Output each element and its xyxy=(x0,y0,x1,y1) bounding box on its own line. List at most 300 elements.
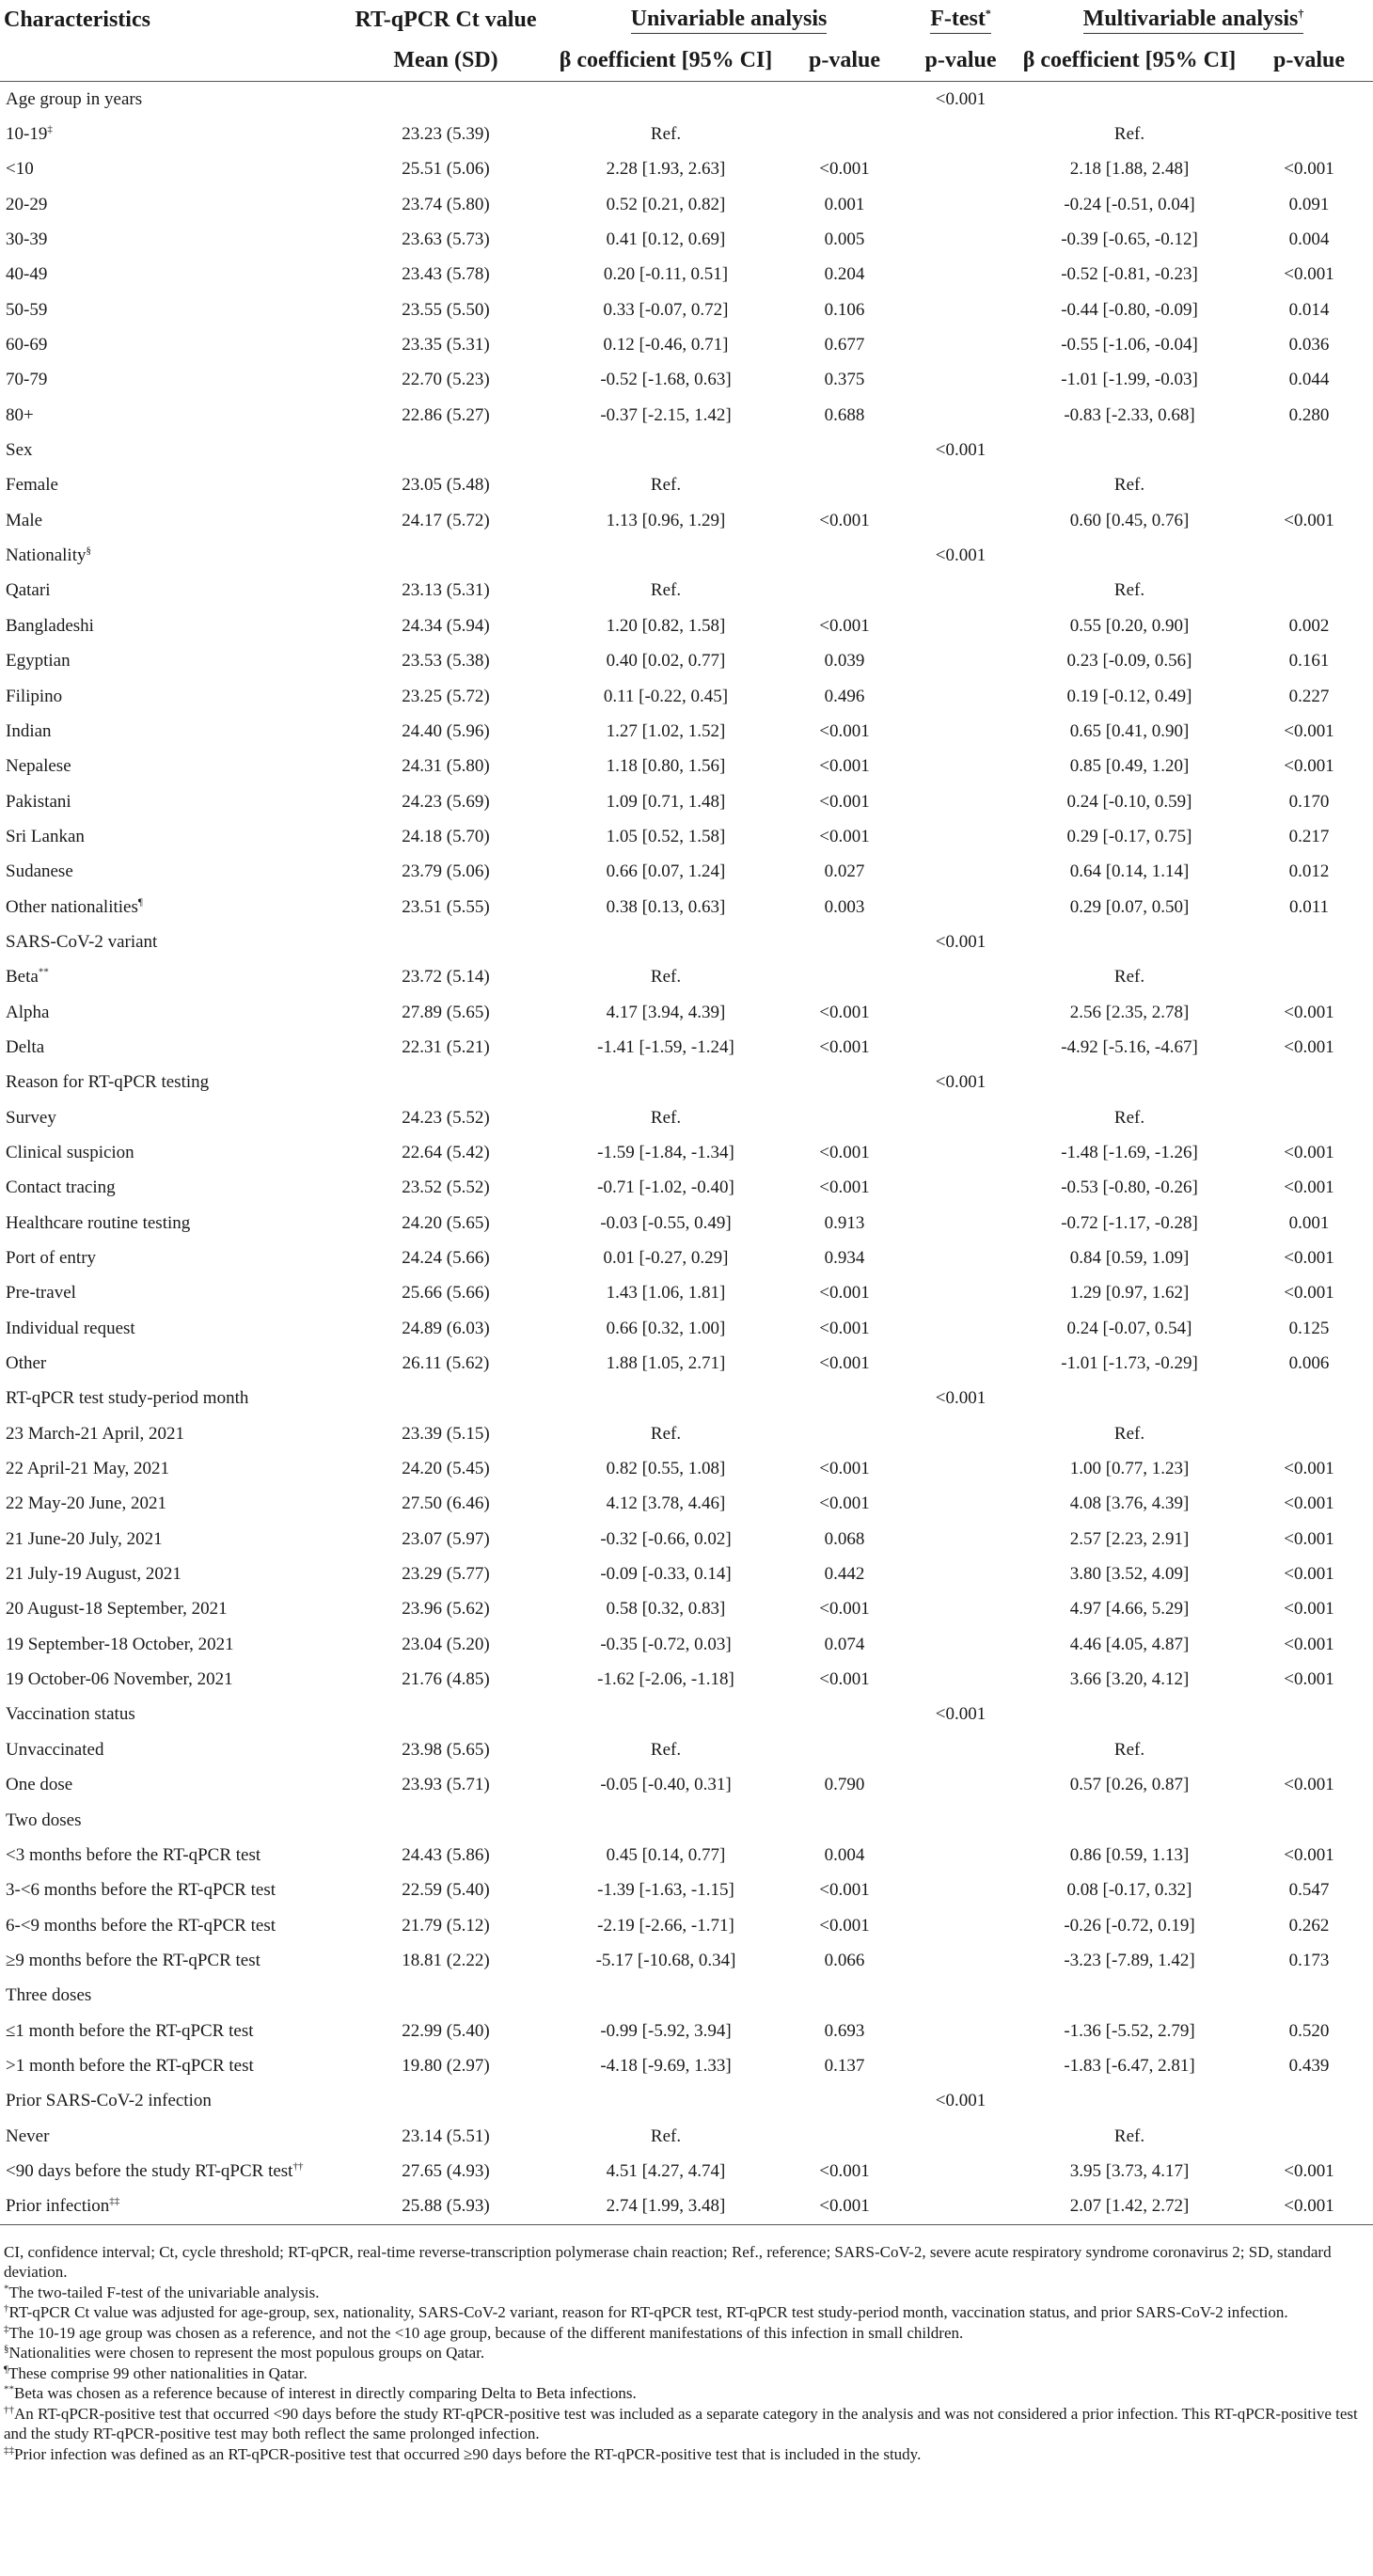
pvalue-univariable-cell xyxy=(781,2084,907,2119)
pvalue-univariable-cell: 0.068 xyxy=(824,1528,865,1549)
pvalue-univariable-cell xyxy=(781,117,907,151)
pvalue-ftest-subheader: p-value xyxy=(924,48,997,72)
pvalue-multivariable-cell xyxy=(1245,468,1373,503)
ftest-pvalue-cell xyxy=(907,1908,1014,1943)
footnote-mark: ¶ xyxy=(137,896,143,909)
beta-multivariable-cell: 2.57 [2.23, 2.91] xyxy=(1069,1528,1190,1549)
beta-multivariable-cell: 4.08 [3.76, 4.39] xyxy=(1069,1493,1190,1514)
ftest-pvalue-cell xyxy=(907,1311,1014,1346)
mean-sd-cell: 26.11 (5.62) xyxy=(402,1353,490,1374)
table-row xyxy=(0,1592,1373,1627)
pvalue-univariable-cell xyxy=(781,925,907,959)
beta-univariable-cell: Ref. xyxy=(650,580,682,601)
table-row xyxy=(0,925,1373,959)
ftest-pvalue-cell xyxy=(907,1276,1014,1311)
row-label: Qatari xyxy=(6,580,51,601)
beta-univariable-cell: -5.17 [-10.68, 0.34] xyxy=(595,1950,736,1970)
pvalue-multivariable-cell: <0.001 xyxy=(1284,2160,1334,2181)
ftest-pvalue-cell xyxy=(907,1171,1014,1206)
ftest-header: F-test* xyxy=(907,0,1014,40)
ftest-pvalue-cell xyxy=(907,222,1014,257)
ftest-pvalue-cell: <0.001 xyxy=(935,88,986,109)
beta-multivariable-cell: Ref. xyxy=(1113,967,1145,988)
beta-univariable-cell: 0.38 [0.13, 0.63] xyxy=(606,896,726,917)
pvalue-univariable-cell: <0.001 xyxy=(819,1915,870,1936)
table-row xyxy=(0,2119,1373,2154)
pvalue-univariable-cell: 0.913 xyxy=(824,1212,865,1233)
ftest-pvalue-cell xyxy=(907,503,1014,538)
beta-multivariable-cell: -0.44 [-0.80, -0.09] xyxy=(1061,299,1198,320)
footnote: ¶These comprise 99 other nationalities in Qatar. xyxy=(4,2363,308,2382)
pvalue-univariable-cell: 0.442 xyxy=(824,1564,865,1585)
row-label: 19 September-18 October, 2021 xyxy=(6,1634,234,1654)
table-row xyxy=(0,538,1373,573)
pvalue-multivariable-cell: <0.001 xyxy=(1284,159,1334,180)
row-label: Contact tracing xyxy=(6,1177,116,1198)
row-label: Alpha xyxy=(6,1002,50,1022)
table-row xyxy=(0,152,1373,187)
table-row xyxy=(0,1908,1373,1943)
beta-univariable-cell: -0.32 [-0.66, 0.02] xyxy=(600,1528,732,1549)
mean-sd-cell xyxy=(341,1803,550,1838)
ftest-pvalue-cell xyxy=(907,2014,1014,2048)
ftest-pvalue-cell xyxy=(907,1979,1014,2014)
pvalue-univariable-cell: 0.001 xyxy=(824,194,865,214)
row-label: Clinical suspicion xyxy=(6,1142,134,1162)
beta-multivariable-cell: 1.29 [0.97, 1.62] xyxy=(1069,1283,1190,1304)
pvalue-univariable-cell: 0.677 xyxy=(824,335,865,356)
ftest-pvalue-cell xyxy=(907,750,1014,784)
pvalue-multivariable-cell xyxy=(1245,117,1373,151)
mean-sd-cell: 23.72 (5.14) xyxy=(402,967,490,988)
table-row xyxy=(0,1241,1373,1275)
beta-multivariable-cell: -0.26 [-0.72, 0.19] xyxy=(1064,1915,1195,1936)
pvalue-multivariable-cell: 0.014 xyxy=(1288,299,1330,320)
beta-univariable-cell: -1.39 [-1.63, -1.15] xyxy=(597,1880,734,1901)
row-label: Individual request xyxy=(6,1318,135,1338)
beta-multivariable-cell: -1.36 [-5.52, 2.79] xyxy=(1064,2020,1195,2041)
ftest-pvalue-cell: <0.001 xyxy=(935,1072,986,1093)
mean-sd-cell: 23.07 (5.97) xyxy=(402,1528,490,1549)
mean-sd-cell xyxy=(341,538,550,573)
pvalue-univariable-cell: 0.039 xyxy=(824,651,865,672)
row-label: 21 July-19 August, 2021 xyxy=(6,1564,181,1585)
beta-multivariable-cell: 0.64 [0.14, 1.14] xyxy=(1069,861,1190,882)
mean-sd-cell: 22.70 (5.23) xyxy=(402,370,490,390)
pvalue-univariable-cell: 0.204 xyxy=(824,264,865,285)
row-label: 21 June-20 July, 2021 xyxy=(6,1528,163,1549)
table-row xyxy=(0,1171,1373,1206)
ftest-pvalue-cell: <0.001 xyxy=(935,1388,986,1409)
beta-multivariable-cell: -3.23 [-7.89, 1.42] xyxy=(1064,1950,1195,1970)
beta-univariable-cell: 0.01 [-0.27, 0.29] xyxy=(603,1248,729,1269)
beta-univariable-cell: -1.41 [-1.59, -1.24] xyxy=(597,1036,734,1057)
beta-univariable-cell: 0.66 [0.07, 1.24] xyxy=(606,861,726,882)
row-label: Delta xyxy=(6,1036,45,1057)
ftest-pvalue-cell xyxy=(907,1030,1014,1065)
row-label: Sri Lankan xyxy=(6,826,85,846)
table-row xyxy=(0,1943,1373,1978)
pvalue-multivariable-cell: 0.002 xyxy=(1288,615,1330,636)
table-row xyxy=(0,1030,1373,1065)
beta-multivariable-cell: 3.95 [3.73, 4.17] xyxy=(1069,2160,1190,2181)
table-row xyxy=(0,1135,1373,1170)
beta-multivariable-cell: 0.57 [0.26, 0.87] xyxy=(1069,1775,1190,1795)
row-label: Male xyxy=(6,510,43,530)
mean-sd-cell: 23.52 (5.52) xyxy=(402,1177,490,1198)
beta-univariable-cell: -0.37 [-2.15, 1.42] xyxy=(600,404,732,425)
pvalue-univariable-cell xyxy=(781,2119,907,2154)
mean-sd-cell: 24.23 (5.69) xyxy=(402,791,490,812)
mean-sd-cell: 24.23 (5.52) xyxy=(402,1107,490,1128)
row-label: 60-69 xyxy=(6,335,48,356)
mean-sd-cell: 27.65 (4.93) xyxy=(402,2160,490,2181)
mean-sd-cell: 18.81 (2.22) xyxy=(402,1950,490,1970)
beta-univariable-cell: 1.09 [0.71, 1.48] xyxy=(606,791,726,812)
beta-multivariable-cell: -1.48 [-1.69, -1.26] xyxy=(1061,1142,1198,1162)
beta-univariable-cell: Ref. xyxy=(650,124,682,145)
mean-sd-cell: 21.76 (4.85) xyxy=(402,1669,490,1690)
beta-univariable-cell: Ref. xyxy=(650,1107,682,1128)
beta-multivariable-cell: 0.24 [-0.07, 0.54] xyxy=(1066,1318,1192,1338)
mean-sd-cell: 21.79 (5.12) xyxy=(402,1915,490,1936)
beta-multivariable-cell: 4.97 [4.66, 5.29] xyxy=(1069,1599,1190,1620)
ftest-pvalue-cell: <0.001 xyxy=(935,545,986,566)
table-row xyxy=(0,890,1373,925)
pvalue-multivariable-cell: <0.001 xyxy=(1284,1248,1334,1269)
row-label: 6-<9 months before the RT-qPCR test xyxy=(6,1915,276,1936)
beta-univariable-cell: -1.62 [-2.06, -1.18] xyxy=(597,1669,734,1690)
footnote: *The two-tailed F-test of the univariable analysis. xyxy=(4,2283,320,2301)
pvalue-univariable-cell: <0.001 xyxy=(819,1459,870,1479)
pvalue-univariable-cell: <0.001 xyxy=(819,720,870,741)
row-label: 20-29 xyxy=(6,194,48,214)
footnote-mark: § xyxy=(86,545,91,557)
pvalue-multivariable-cell xyxy=(1245,2084,1373,2119)
beta-univariable-subheader: β coefficient [95% CI] xyxy=(559,48,773,72)
mean-sd-cell: 24.89 (6.03) xyxy=(402,1318,490,1338)
ftest-pvalue-cell xyxy=(907,995,1014,1030)
mean-sd-cell: 22.86 (5.27) xyxy=(402,404,490,425)
beta-univariable-cell xyxy=(550,925,781,959)
ftest-pvalue-cell xyxy=(907,1135,1014,1170)
beta-univariable-cell: 0.66 [0.32, 1.00] xyxy=(606,1318,726,1338)
pvalue-univariable-cell xyxy=(781,1979,907,2014)
pvalue-multivariable-cell: <0.001 xyxy=(1284,1493,1334,1514)
ftest-pvalue-cell xyxy=(907,819,1014,854)
table-row xyxy=(0,1662,1373,1697)
table-row xyxy=(0,1979,1373,2014)
pvalue-univariable-cell: <0.001 xyxy=(819,2196,870,2217)
row-label: Pakistani xyxy=(6,791,71,812)
beta-univariable-cell: Ref. xyxy=(650,967,682,988)
mean-sd-cell: 23.43 (5.78) xyxy=(402,264,490,285)
beta-multivariable-cell: 3.66 [3.20, 4.12] xyxy=(1069,1669,1190,1690)
beta-univariable-cell: 0.40 [0.02, 0.77] xyxy=(606,651,726,672)
beta-univariable-cell: 1.27 [1.02, 1.52] xyxy=(606,720,726,741)
pvalue-multivariable-cell xyxy=(1245,1416,1373,1451)
pvalue-multivariable-cell: <0.001 xyxy=(1284,1775,1334,1795)
blank-subheader xyxy=(0,40,341,82)
table-row xyxy=(0,574,1373,608)
pvalue-multivariable-cell xyxy=(1245,82,1373,118)
table-row xyxy=(0,433,1373,467)
beta-multivariable-cell xyxy=(1014,925,1245,959)
row-label: <10 xyxy=(6,159,34,180)
table-row xyxy=(0,1838,1373,1873)
row-label: Two doses xyxy=(6,1810,82,1830)
beta-univariable-cell xyxy=(550,538,781,573)
beta-univariable-cell: Ref. xyxy=(650,1739,682,1760)
beta-univariable-cell: -0.52 [-1.68, 0.63] xyxy=(600,370,732,390)
pvalue-multivariable-cell: 0.520 xyxy=(1288,2020,1330,2041)
table-row xyxy=(0,750,1373,784)
pvalue-univariable-cell: 0.004 xyxy=(824,1844,865,1865)
pvalue-multivariable-cell: <0.001 xyxy=(1284,1844,1334,1865)
mean-sd-cell: 23.96 (5.62) xyxy=(402,1599,490,1620)
row-label: >1 month before the RT-qPCR test xyxy=(6,2055,254,2076)
pvalue-univariable-subheader: p-value xyxy=(809,48,881,72)
pvalue-multivariable-cell: 0.125 xyxy=(1288,1318,1330,1338)
table-row xyxy=(0,2084,1373,2119)
pvalue-univariable-cell xyxy=(781,1382,907,1416)
pvalue-multivariable-cell: <0.001 xyxy=(1284,264,1334,285)
ftest-pvalue-cell xyxy=(907,1100,1014,1135)
table-row xyxy=(0,2189,1373,2225)
beta-multivariable-cell: 0.24 [-0.10, 0.59] xyxy=(1066,791,1192,812)
mean-sd-cell: 23.04 (5.20) xyxy=(402,1634,490,1654)
pvalue-univariable-cell xyxy=(781,1066,907,1100)
row-label: Filipino xyxy=(6,686,63,706)
pvalue-multivariable-cell xyxy=(1245,2119,1373,2154)
table-row xyxy=(0,1487,1373,1522)
pvalue-multivariable-cell: <0.001 xyxy=(1284,510,1334,530)
beta-multivariable-cell: -0.24 [-0.51, 0.04] xyxy=(1064,194,1195,214)
pvalue-multivariable-cell: 0.161 xyxy=(1288,651,1330,672)
mean-sd-cell: 23.14 (5.51) xyxy=(402,2126,490,2146)
mean-sd-cell: 23.63 (5.73) xyxy=(402,229,490,250)
beta-multivariable-cell: -0.53 [-0.80, -0.26] xyxy=(1061,1177,1198,1198)
table-row xyxy=(0,855,1373,890)
ftest-pvalue-cell: <0.001 xyxy=(935,931,986,952)
row-label: Age group in years xyxy=(6,88,143,109)
beta-multivariable-cell: -0.39 [-0.65, -0.12] xyxy=(1061,229,1198,250)
beta-univariable-cell: Ref. xyxy=(650,2126,682,2146)
pvalue-multivariable-cell: 0.547 xyxy=(1288,1880,1330,1901)
ftest-pvalue-cell xyxy=(907,152,1014,187)
beta-univariable-cell: 4.51 [4.27, 4.74] xyxy=(606,2160,726,2181)
ftest-pvalue-cell xyxy=(907,1592,1014,1627)
beta-multivariable-cell xyxy=(1014,1698,1245,1732)
row-label: Survey xyxy=(6,1107,56,1128)
pvalue-multivariable-cell xyxy=(1245,574,1373,608)
pvalue-multivariable-cell: 0.217 xyxy=(1288,826,1330,846)
ftest-pvalue-cell xyxy=(907,2189,1014,2225)
row-label: Beta** xyxy=(6,966,49,988)
ftest-pvalue-cell xyxy=(907,1627,1014,1662)
row-label: 23 March-21 April, 2021 xyxy=(6,1423,184,1444)
table-body xyxy=(0,82,1373,2225)
footnote: ‡‡Prior infection was defined as an RT-qPCR-positive test that occurred ≥90 days before the RT-qPCR-positive test that is included in the study. xyxy=(4,2444,922,2463)
beta-multivariable-cell: Ref. xyxy=(1113,1423,1145,1444)
mean-sd-cell: 23.74 (5.80) xyxy=(402,194,490,214)
beta-multivariable-cell: 3.80 [3.52, 4.09] xyxy=(1069,1564,1190,1585)
pvalue-univariable-cell: <0.001 xyxy=(819,1880,870,1901)
pvalue-multivariable-cell: <0.001 xyxy=(1284,2196,1334,2217)
beta-univariable-cell: 0.82 [0.55, 1.08] xyxy=(606,1459,726,1479)
beta-multivariable-cell: 1.00 [0.77, 1.23] xyxy=(1069,1459,1190,1479)
beta-univariable-cell: 0.41 [0.12, 0.69] xyxy=(606,229,726,250)
ftest-pvalue-cell xyxy=(907,1206,1014,1241)
pvalue-univariable-cell: <0.001 xyxy=(819,1283,870,1304)
beta-multivariable-cell: 0.08 [-0.17, 0.32] xyxy=(1066,1880,1192,1901)
pvalue-multivariable-cell: <0.001 xyxy=(1284,1036,1334,1057)
pvalue-multivariable-cell: <0.001 xyxy=(1284,1177,1334,1198)
beta-multivariable-cell: 0.19 [-0.12, 0.49] xyxy=(1066,686,1192,706)
beta-multivariable-cell: Ref. xyxy=(1113,2126,1145,2146)
beta-univariable-cell: -4.18 [-9.69, 1.33] xyxy=(600,2055,732,2076)
row-label: Bangladeshi xyxy=(6,615,94,636)
mean-sd-cell: 23.53 (5.38) xyxy=(402,651,490,672)
ftest-pvalue-cell: <0.001 xyxy=(935,1704,986,1725)
table-row xyxy=(0,117,1373,151)
beta-multivariable-cell: -0.55 [-1.06, -0.04] xyxy=(1061,335,1198,356)
pvalue-univariable-cell xyxy=(781,1803,907,1838)
row-label: <3 months before the RT-qPCR test xyxy=(6,1844,261,1865)
pvalue-univariable-cell: 0.106 xyxy=(824,299,865,320)
table-row xyxy=(0,1873,1373,1908)
beta-multivariable-cell: Ref. xyxy=(1113,580,1145,601)
ftest-pvalue-cell xyxy=(907,855,1014,890)
mean-sd-cell: 25.66 (5.66) xyxy=(402,1283,490,1304)
pvalue-univariable-cell: <0.001 xyxy=(819,1669,870,1690)
ftest-pvalue-cell xyxy=(907,292,1014,327)
beta-univariable-cell: -0.03 [-0.55, 0.49] xyxy=(600,1212,732,1233)
ftest-pvalue-cell xyxy=(907,714,1014,749)
pvalue-univariable-cell: <0.001 xyxy=(819,1318,870,1338)
pvalue-univariable-cell: <0.001 xyxy=(819,159,870,180)
beta-univariable-cell: 1.43 [1.06, 1.81] xyxy=(606,1283,726,1304)
pvalue-multivariable-cell: 0.012 xyxy=(1288,861,1330,882)
table-row xyxy=(0,644,1373,679)
pvalue-multivariable-cell: 0.280 xyxy=(1288,404,1330,425)
table-row xyxy=(0,327,1373,362)
row-label: RT-qPCR test study-period month xyxy=(6,1388,249,1409)
ftest-pvalue-cell xyxy=(907,1732,1014,1767)
table-row xyxy=(0,1100,1373,1135)
beta-multivariable-cell: 0.29 [-0.17, 0.75] xyxy=(1066,826,1192,846)
ftest-pvalue-cell xyxy=(907,1873,1014,1908)
ftest-pvalue-cell xyxy=(907,1662,1014,1697)
pvalue-multivariable-cell xyxy=(1245,1698,1373,1732)
row-label: Other xyxy=(6,1353,47,1374)
ftest-pvalue-cell xyxy=(907,258,1014,292)
beta-univariable-cell: 0.12 [-0.46, 0.71] xyxy=(603,335,729,356)
footnotes xyxy=(0,2225,1373,2465)
pvalue-multivariable-cell: <0.001 xyxy=(1284,1564,1334,1585)
table-row xyxy=(0,2048,1373,2083)
mean-sd-cell xyxy=(341,1382,550,1416)
beta-univariable-cell: 1.13 [0.96, 1.29] xyxy=(606,510,726,530)
pvalue-multivariable-cell xyxy=(1245,1979,1373,2014)
mean-sd-cell xyxy=(341,925,550,959)
mean-sd-cell: 23.23 (5.39) xyxy=(402,124,490,145)
beta-univariable-cell: -2.19 [-2.66, -1.71] xyxy=(597,1915,734,1936)
pvalue-multivariable-cell: 0.170 xyxy=(1288,791,1330,812)
mean-sd-cell: 23.39 (5.15) xyxy=(402,1423,490,1444)
table-row xyxy=(0,608,1373,643)
row-label: 70-79 xyxy=(6,370,48,390)
ftest-pvalue-cell xyxy=(907,679,1014,714)
row-label: Port of entry xyxy=(6,1248,97,1269)
pvalue-univariable-cell: <0.001 xyxy=(819,510,870,530)
beta-univariable-cell: 1.88 [1.05, 2.71] xyxy=(606,1353,726,1374)
ftest-pvalue-cell xyxy=(907,1768,1014,1803)
beta-univariable-cell: 1.20 [0.82, 1.58] xyxy=(606,615,726,636)
row-label: Pre-travel xyxy=(6,1283,76,1304)
table-row xyxy=(0,468,1373,503)
beta-multivariable-cell: -1.01 [-1.73, -0.29] xyxy=(1061,1353,1198,1374)
ftest-pvalue-cell xyxy=(907,1487,1014,1522)
univariable-header: Univariable analysis xyxy=(550,0,907,40)
mean-sd-subheader: Mean (SD) xyxy=(393,48,498,72)
mean-sd-cell xyxy=(341,1698,550,1732)
table-row xyxy=(0,1206,1373,1241)
pvalue-multivariable-cell xyxy=(1245,1066,1373,1100)
mean-sd-cell: 24.43 (5.86) xyxy=(402,1844,490,1865)
mean-sd-cell: 24.31 (5.80) xyxy=(402,756,490,777)
mean-sd-cell xyxy=(341,2084,550,2119)
footnote: ††An RT-qPCR-positive test that occurred <90 days before the study RT-qPCR-positive test was included as a separate category in the analysis and was not considered a prior infection. This RT-qPCR-positive test and the study RT-qPCR-positive test may both reflect the same prolonged infection. xyxy=(4,2404,1358,2443)
beta-univariable-cell: 0.58 [0.32, 0.83] xyxy=(606,1599,726,1620)
mean-sd-cell xyxy=(341,82,550,118)
pvalue-multivariable-cell xyxy=(1245,433,1373,467)
pvalue-multivariable-cell: 0.006 xyxy=(1288,1353,1330,1374)
pvalue-univariable-cell xyxy=(781,1732,907,1767)
ftest-pvalue-cell xyxy=(907,468,1014,503)
mean-sd-cell: 24.20 (5.65) xyxy=(402,1212,490,1233)
beta-multivariable-cell: 2.56 [2.35, 2.78] xyxy=(1069,1002,1190,1022)
ftest-pvalue-cell xyxy=(907,960,1014,995)
row-label: ≥9 months before the RT-qPCR test xyxy=(6,1950,260,1970)
footnote-mark: ‡ xyxy=(47,123,53,135)
row-label: Healthcare routine testing xyxy=(6,1212,191,1233)
table-row xyxy=(0,187,1373,222)
beta-multivariable-cell: 0.55 [0.20, 0.90] xyxy=(1069,615,1190,636)
row-label: 40-49 xyxy=(6,264,48,285)
beta-multivariable-cell: 2.18 [1.88, 2.48] xyxy=(1069,159,1190,180)
pvalue-multivariable-cell: <0.001 xyxy=(1284,1142,1334,1162)
pvalue-multivariable-cell: 0.011 xyxy=(1288,896,1330,917)
footnote: **Beta was chosen as a reference because of interest in directly comparing Delta to Beta infections. xyxy=(4,2383,637,2403)
ftest-pvalue-cell xyxy=(907,1803,1014,1838)
beta-univariable-cell: 0.52 [0.21, 0.82] xyxy=(606,194,726,214)
mean-sd-cell: 24.17 (5.72) xyxy=(402,510,490,530)
pvalue-univariable-cell: 0.027 xyxy=(824,861,865,882)
beta-multivariable-cell: Ref. xyxy=(1113,124,1145,145)
mean-sd-cell: 22.59 (5.40) xyxy=(402,1880,490,1901)
beta-univariable-cell: 0.11 [-0.22, 0.45] xyxy=(603,686,729,706)
ftest-pvalue-cell xyxy=(907,1346,1014,1381)
table-row xyxy=(0,82,1373,118)
row-label: Sudanese xyxy=(6,861,73,882)
table-row xyxy=(0,1382,1373,1416)
table-row xyxy=(0,1276,1373,1311)
row-label: SARS-CoV-2 variant xyxy=(6,931,158,952)
pvalue-multivariable-cell xyxy=(1245,538,1373,573)
beta-multivariable-cell xyxy=(1014,1979,1245,2014)
ftest-pvalue-cell xyxy=(907,574,1014,608)
